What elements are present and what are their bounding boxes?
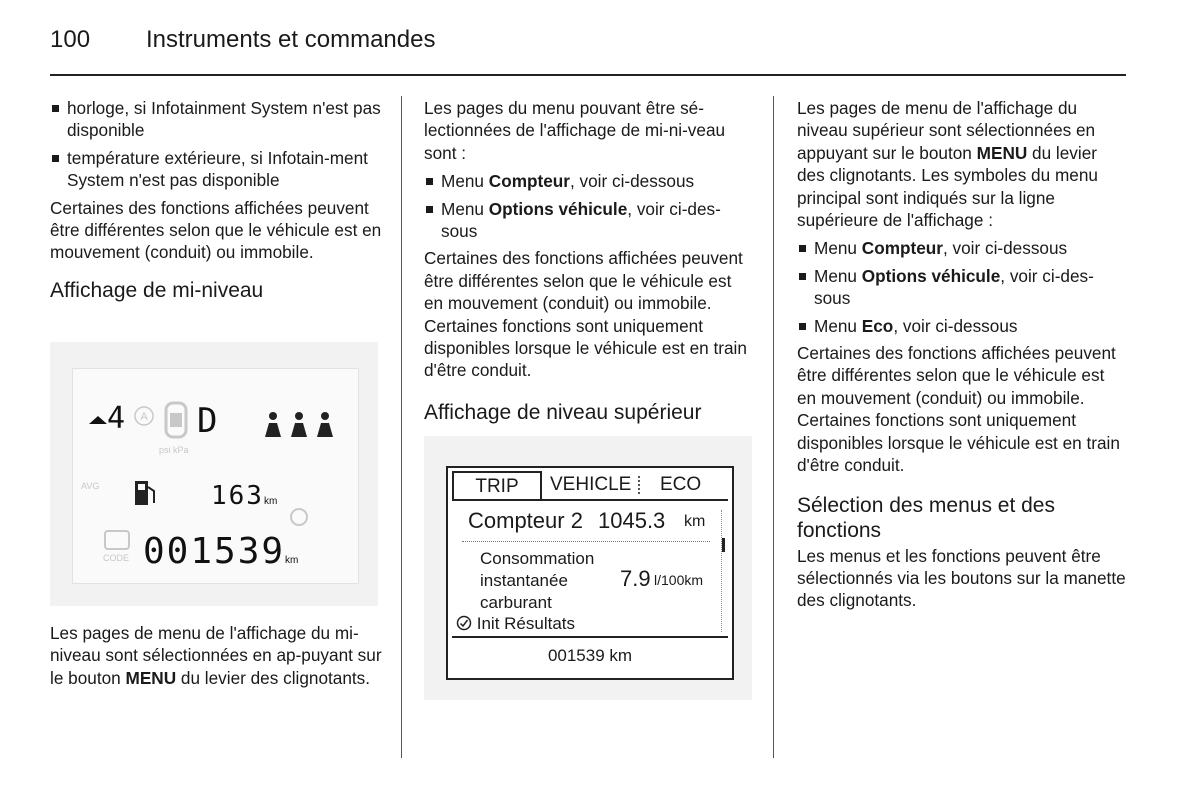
menu-button-label: MENU: [976, 142, 1028, 163]
reset-row: [456, 614, 575, 634]
display-tabs: [452, 471, 728, 501]
page-title: Instruments et commandes: [146, 26, 436, 53]
list-item: Menu Compteur, voir ci-dessous: [424, 170, 754, 192]
gear-mode-indicator: D: [197, 401, 220, 441]
header-rule: [50, 74, 1126, 76]
page-number: 100: [50, 26, 91, 53]
paragraph: Certaines des fonctions affichées peuvent être différentes selon que le véhicule est en mouvement (conduit) ou immobile.: [50, 197, 382, 263]
midlevel-display-figure: [50, 342, 378, 606]
column-divider-1: [401, 96, 402, 758]
separator-dotted: [462, 541, 710, 542]
column-3: [797, 97, 1127, 618]
paragraph: Certaines des fonctions affichées peuvent être différentes selon que le véhicule est en mouvement (conduit) ou immobile. Certaines fonctions sont uniquement disponibles lorsque le véhicule est en train d'être conduit.: [424, 248, 747, 381]
range-display: [211, 481, 277, 511]
consumption-value: 7.9: [620, 566, 651, 591]
odometer-display: [143, 531, 298, 572]
upper-display-figure: [424, 436, 752, 700]
odometer-readout: 001539 km: [547, 646, 633, 665]
odometer-value: 001539: [143, 531, 286, 572]
column-1: [50, 97, 382, 311]
column-1-bottom: [50, 622, 382, 695]
section-heading: Affichage de mi-niveau: [50, 278, 264, 302]
odometer-unit: km: [285, 555, 299, 566]
range-unit: km: [263, 496, 278, 507]
paragraph: Les menus et les fonctions peuvent être sélectionnés via les boutons sur la manette des clignotants.: [797, 545, 1126, 611]
paragraph: Les pages de menu de l'affichage du niveau supérieur sont sélectionnées en appuyant sur le bouton MENU du levier des clignotants. Les symboles du menu principal sont indiqués sur la ligne supérieure de l'affichage :: [797, 98, 1098, 231]
scrollbar-track: [721, 510, 724, 632]
tab-vehicle: VEHICLE: [550, 474, 632, 495]
upper-display-screen: [446, 466, 734, 680]
wrench-service-icon: [287, 505, 313, 529]
reset-label: Init Résultats: [476, 614, 575, 633]
tab-trip: TRIP: [452, 471, 542, 499]
gear-indicator: 4: [107, 401, 128, 436]
tyre-pressure-units: psi kPa: [159, 445, 189, 455]
list-item: Menu Options véhicule, voir ci-des-sous: [424, 198, 754, 243]
list-item: température extérieure, si Infotain-ment System n'est pas disponible: [50, 147, 382, 192]
paragraph: Les pages de menu de l'affichage du mi-niveau sont sélectionnées en ap-puyant sur le bouton MENU du levier des clignotants.: [50, 623, 382, 688]
auto-stop-icon: [133, 405, 155, 427]
midlevel-lcd: [72, 368, 359, 584]
paragraph: Certaines des fonctions affichées peuvent être différentes selon que le véhicule est en mouvement (conduit) ou immobile. Certaines fonctions sont uniquement disponibles lorsque le véhicule est en train d'être conduit.: [797, 343, 1120, 476]
consumption-label: Consommation instantanée carburant: [480, 549, 595, 612]
checkmark-circle-icon: [456, 615, 472, 631]
list-item: Menu Compteur, voir ci-dessous: [797, 237, 1127, 259]
range-value: 163: [211, 481, 264, 511]
section-heading: Sélection des menus et des fonctions: [797, 493, 1055, 542]
list-item: Menu Options véhicule, voir ci-des-sous: [797, 265, 1127, 310]
paragraph: Les pages du menu pouvant être sé-lectionnées de l'affichage de mi-ni-veau sont :: [424, 98, 726, 163]
tab-separator: [638, 476, 640, 494]
service-avg-ghost: AVG: [81, 481, 100, 491]
consumption-unit: l/100km: [654, 572, 704, 588]
trip-value: 1045.3: [598, 508, 666, 533]
fuel-pump-icon: [133, 479, 157, 507]
list-item: horloge, si Infotainment System n'est pas disponible: [50, 97, 382, 142]
scrollbar-thumb: [722, 538, 725, 552]
tyre-pressure-car-icon: [159, 399, 193, 443]
code-ghost: CODE: [103, 553, 130, 563]
page-header: [50, 26, 435, 54]
upshift-arrow-icon: [87, 415, 109, 425]
menu-button-label: MENU: [125, 667, 177, 688]
tab-eco: ECO: [660, 474, 702, 495]
list-item: Menu Eco, voir ci-dessous: [797, 315, 1127, 337]
column-2: [424, 97, 754, 433]
seatbelt-reminder-icon: [261, 411, 341, 439]
immobilizer-icon: [103, 529, 131, 551]
column-divider-2: [773, 96, 774, 758]
footer-rule: [452, 636, 728, 638]
svg-text:A: A: [140, 411, 148, 423]
trip-label: Compteur 2: [468, 508, 583, 533]
section-heading: Affichage de niveau supérieur: [424, 400, 702, 424]
trip-unit: km: [684, 513, 706, 530]
